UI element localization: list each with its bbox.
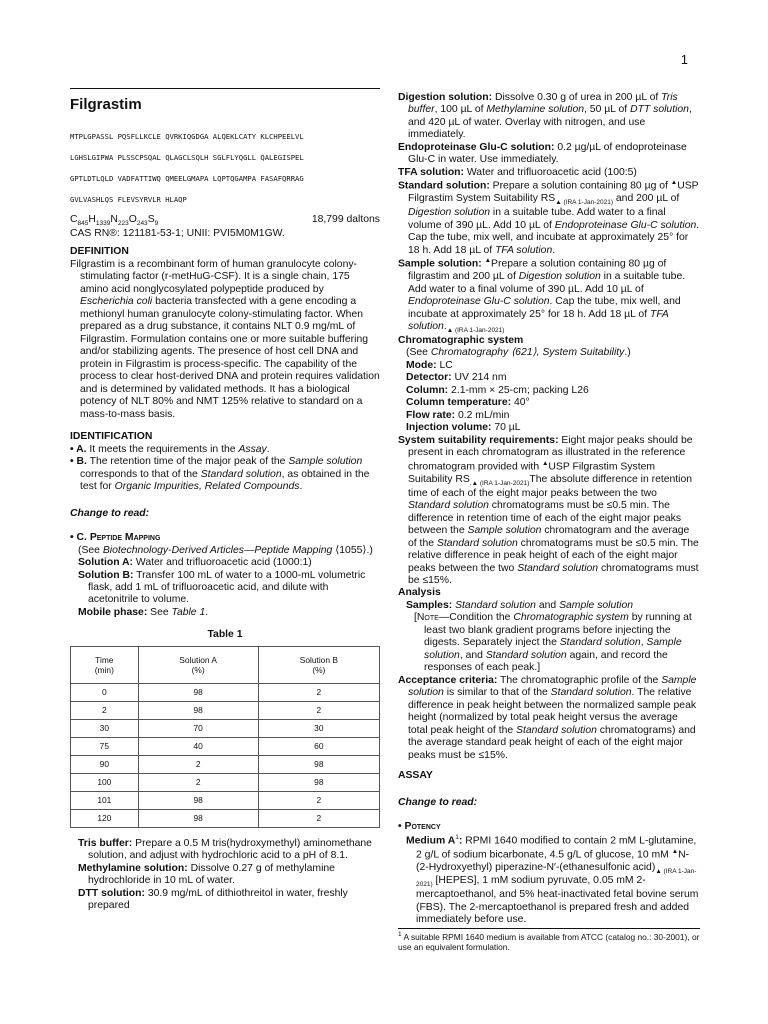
label: Column temperature: <box>406 397 512 409</box>
ref: TFA solution <box>408 308 669 333</box>
value: 40° <box>511 397 530 409</box>
text: . <box>299 481 303 493</box>
revision-mark: ▲ <box>541 459 549 467</box>
molecular-mass: 18,799 daltons <box>311 214 380 225</box>
label: Column: <box>406 384 449 396</box>
formula-text <box>70 214 158 228</box>
table-row <box>71 809 380 827</box>
label: Tris buffer: <box>78 837 133 849</box>
peptide-see <box>70 545 380 557</box>
table-cell: 2 <box>258 809 379 827</box>
column-temperature <box>398 397 700 409</box>
table-row <box>71 755 380 773</box>
footnote-text: A suitable RPMI 1640 medium is available from ATCC (catalog no.: 30-2001), or use an equivalent formulation. <box>398 931 700 952</box>
mobile-phase <box>70 607 380 619</box>
text: , 100 µL of <box>434 104 487 116</box>
text: N-(2-Hydroxyethyl) piperazine-N′-(ethanesulfonic acid) <box>416 849 690 873</box>
ref: Standard solution <box>436 537 518 549</box>
page-number: 1 <box>680 52 688 67</box>
header-line: (%) <box>312 664 326 675</box>
text: . Cap the tube, mix well, and incubate at approximately 25° for 18 h. Add 18 µL of <box>408 296 681 320</box>
label: TFA solution: <box>398 166 464 178</box>
right-column <box>398 92 700 927</box>
identification-heading: IDENTIFICATION <box>70 431 153 443</box>
text: corresponds to that of the <box>80 468 201 480</box>
revision-mark: ▲ <box>671 847 679 855</box>
chapter: ⟨1055⟩.) <box>335 544 373 556</box>
ref: Sample solution <box>408 674 697 699</box>
ref: TFA solution <box>495 244 553 256</box>
ref: Standard solution <box>516 724 597 736</box>
table-cell: 2 <box>258 683 379 701</box>
ref: Digestion solution <box>518 271 601 283</box>
table-cell: 98 <box>138 791 258 809</box>
text: chromatograms must be ≤0.5 min. The difference in retention time of each of the eight major peaks between the <box>408 500 682 537</box>
text: . The relative difference in peak height between the normalized sample peak height (normalized by total peak height versus the average total peak height of the <box>408 687 697 736</box>
text: again, and record the responses of each peak.] <box>424 649 668 674</box>
chromatography-see <box>398 347 700 359</box>
analysis-note <box>398 612 700 674</box>
ref: Standard solution <box>485 649 567 661</box>
label: Solution A: <box>78 557 134 569</box>
bullet: • B. <box>70 456 87 468</box>
label: Solution B: <box>78 569 134 581</box>
header-line: (%) <box>191 664 205 675</box>
text: Dissolve 0.27 g of methylamine hydrochloride in 10 mL of water. <box>88 862 335 887</box>
text: [HEPES], 1 mM sodium pyruvate, 0.05 mM 2-mercaptoethanol, and 5% heat-inactivated fetal bovine serum (FBS). The 2-mercaptoethanol is prepared fresh and added immediately before use. <box>416 875 699 926</box>
bullet: • <box>398 821 405 833</box>
label: System suitability requirements: <box>398 434 559 446</box>
ref: Assay <box>238 443 267 455</box>
definition-part: Filgrastim is a recombinant form of human granulocyte colony-stimulating factor (r-metHuG-CSF). It is a single chain, 175 amino acid nonglycosylated polypeptide produced by <box>70 258 358 295</box>
solution-b <box>70 570 380 607</box>
assay-heading: ASSAY <box>398 770 433 782</box>
ref: Endoproteinase Glu-C solution <box>408 296 550 308</box>
element-h: H <box>88 214 96 225</box>
change-to-read-label: Change to read: <box>398 796 478 808</box>
footnote-ref: 1 <box>455 833 459 841</box>
molecular-formula <box>70 214 380 228</box>
samples <box>398 600 700 612</box>
tfa-solution <box>398 167 700 179</box>
table-caption: Table 1 <box>207 629 243 641</box>
text: .) <box>624 347 631 359</box>
sequence-line: GVLVASHLQS FLEVSYRVLR HLAQP <box>70 195 187 204</box>
ref: Standard solution <box>550 687 632 699</box>
endoproteinase-solution <box>398 142 700 167</box>
ref: Standard solution <box>517 562 599 574</box>
ref: Chromatography ⟨621⟩, System Suitability <box>430 347 625 359</box>
text: 0.2 µg/µL of endoproteinase Glu-C in water. Use immediately. <box>408 141 687 166</box>
solution-a <box>70 557 380 569</box>
acceptance-criteria <box>398 675 700 762</box>
text: . <box>266 443 270 455</box>
cas-number: CAS RN®: 121181-53-1; UNII: PVI5M0M1GW. <box>70 227 285 239</box>
identification-b <box>70 456 380 493</box>
ref: Tris buffer <box>408 92 678 116</box>
text: and <box>535 599 560 611</box>
text: It meets the requirements in the <box>86 443 239 455</box>
revision-mark: ▲ <box>670 179 678 187</box>
footnote-number: 1 <box>398 931 402 938</box>
column-header <box>258 646 379 683</box>
ref: Standard solution <box>559 637 641 649</box>
table-row <box>71 773 380 791</box>
text: chromatograms must be ≤0.5 min. The relative difference in peak height of each of the eight major peaks between the two <box>408 537 699 574</box>
text: chromatogram and the average of the <box>408 525 690 549</box>
text: in a suitable tube. Add water to a final volume of 390 µL. Add 10 µL of <box>408 271 686 295</box>
sequence-line: MTPLGPASSL PQSFLLKCLE QVRKIQGDGA ALQEKLCATY KLCHPEELVL <box>70 132 304 141</box>
text: Prepare a solution containing 80 µg of <box>489 180 671 192</box>
text: L <box>639 835 645 847</box>
potency-heading <box>398 821 700 833</box>
label: Flow rate: <box>406 409 456 421</box>
detector <box>398 372 700 384</box>
label: Digestion solution: <box>398 92 493 103</box>
ref: Endoproteinase Glu-C solution <box>554 219 697 231</box>
label: Mode: <box>406 359 437 371</box>
label: Acceptance criteria: <box>398 674 498 686</box>
table-cell: 101 <box>71 791 139 809</box>
table-cell: 30 <box>258 719 379 737</box>
label: Samples: <box>406 599 453 611</box>
sample-solution <box>398 257 700 335</box>
column-header <box>71 646 139 683</box>
medium-a <box>398 834 700 927</box>
label: Sample solution: <box>398 258 482 270</box>
text: , 50 µL of <box>584 104 631 116</box>
ira-note: ▲ (IRA 1-Jan-2021) <box>416 867 697 889</box>
text: The retention time of the major peak of the <box>86 456 289 468</box>
organism-name: Escherichia coli <box>80 296 153 308</box>
text: is similar to that of the <box>443 687 551 699</box>
standard-solution <box>398 179 700 257</box>
ref: Methylamine solution <box>486 104 585 116</box>
ref: Sample solution <box>559 599 634 611</box>
dtt-solution <box>70 888 380 913</box>
text: chromatograms must be ≤15%. <box>408 562 699 586</box>
ira-note: ▲ (IRA 1-Jan-2021) <box>555 199 613 207</box>
header-line: Time <box>95 654 114 665</box>
gradient-table <box>70 646 380 828</box>
text: , and <box>459 649 486 661</box>
heading-text: Peptide Mapping <box>89 532 161 544</box>
text: RPMI 1640 modified to contain 2 mM <box>462 835 640 847</box>
text: by running at least two blank gradient programs before injecting the digests. Separately inject the <box>424 612 692 649</box>
heading-text: Potency <box>404 821 441 833</box>
text: in a suitable tube. Add water to a final volume of 390 µL. Add 10 µL of <box>408 207 666 231</box>
header-line: Solution A <box>179 654 217 665</box>
injection-volume <box>398 422 700 434</box>
sequence-line: LGHSLGIPWA PLSSCPSQAL QLAGCLSQLH SGLFLYQGLL QALEGISPEL <box>70 153 304 162</box>
table-header-row <box>71 646 380 683</box>
definition-part: bacteria transfected with a gene encoding a methionyl human granulocyte colony-stimulating factor. When prepared as a drug substance, it contains NLT 0.9 mg/mL of Filgrastim. Formulation contains one or more suitable buffering and/or stabilizing agents. The presence of host cell DNA and protein in Filgrastim is process-specific. The capability of the process to clear host-derived DNA and protein requires validation and is determined by validated methods. It has a biological potency of NLT 80% and NMT 125% relative to standard on a mass-to-mass basis. <box>80 296 380 420</box>
analysis-heading: Analysis <box>398 587 441 599</box>
text: Transfer 100 mL of water to a 1000-mL volumetric flask, add 1 mL of trifluoroacetic acid, and dilute with acetonitrile to volume. <box>88 569 366 606</box>
label: DTT solution: <box>78 887 145 899</box>
count-s: 9 <box>154 220 159 228</box>
table-cell: 2 <box>258 791 379 809</box>
text: [ <box>414 612 417 624</box>
bullet: • C. <box>70 532 90 544</box>
text: Dissolve 0.30 g of urea in 200 µL of <box>492 92 662 103</box>
label: Standard solution: <box>398 180 490 192</box>
text: Water and trifluoroacetic acid (100:5) <box>464 166 637 178</box>
label: Mobile phase: <box>78 606 148 618</box>
value: 70 µL <box>491 422 521 434</box>
identification-a <box>70 444 380 456</box>
column-header <box>138 646 258 683</box>
sequence-line: GPTLDTLQLD VADFATTIWQ QMEELGMAPA LQPTQGAMPA FASAFQRRAG <box>70 174 304 183</box>
table-row <box>71 683 380 701</box>
text: (See <box>406 347 431 359</box>
ref: Sample solution <box>424 637 682 661</box>
table-cell: 98 <box>138 701 258 719</box>
title-rule <box>70 88 380 89</box>
element-c: C <box>70 214 78 225</box>
change-to-read-label: Change to read: <box>70 507 150 519</box>
text: . <box>552 244 556 256</box>
table-cell: 2 <box>258 701 379 719</box>
count-n: 223 <box>117 220 129 228</box>
table-cell: 40 <box>138 737 258 755</box>
table-row <box>71 701 380 719</box>
table-cell: 0 <box>71 683 139 701</box>
label: Injection volume: <box>406 422 492 434</box>
ref: Standard solution <box>455 599 536 611</box>
value: UV 214 nm <box>451 372 507 384</box>
monograph-title: Filgrastim <box>70 96 142 113</box>
table-cell: 98 <box>258 773 379 791</box>
text: . <box>205 606 209 618</box>
digestion-solution <box>398 92 700 142</box>
ref: Standard solution <box>408 500 489 512</box>
table-cell: 90 <box>71 755 139 773</box>
table-cell: 75 <box>71 737 139 755</box>
note-word: Note <box>416 612 439 624</box>
text: (See <box>78 544 103 556</box>
text: , <box>640 637 647 649</box>
definition-heading: DEFINITION <box>70 246 129 258</box>
element-s: S <box>147 214 155 225</box>
label: Medium A <box>406 835 456 847</box>
value: 2.1-mm × 25-cm; packing L26 <box>448 384 589 396</box>
table-cell: 60 <box>258 737 379 755</box>
text: USP Filgrastim System Suitability RS <box>408 180 699 205</box>
text: Eight major peaks should be present in each chromatogram as illustrated in the reference chromatogram provided with <box>408 434 693 473</box>
ira-note: ▲ (IRA 1-Jan-2021) <box>446 327 505 335</box>
value: LC <box>436 359 453 371</box>
mode <box>398 360 700 372</box>
left-column <box>70 90 380 913</box>
element-n: N <box>110 214 118 225</box>
table-row <box>71 737 380 755</box>
text: USP Filgrastim System Suitability RS <box>408 461 656 485</box>
system-suitability <box>398 435 700 588</box>
header-line: (min) <box>94 664 114 675</box>
text: and 200 µL of <box>613 193 680 205</box>
table-cell: 2 <box>138 773 258 791</box>
value: 0.2 mL/min <box>455 409 510 421</box>
element-o: O <box>128 214 137 225</box>
table-cell: 30 <box>71 719 139 737</box>
text: —Condition the <box>438 612 514 624</box>
column <box>398 385 700 397</box>
flow-rate <box>398 410 700 422</box>
text: The chromatographic profile of the <box>497 674 662 686</box>
chromatographic-system-heading: Chromatographic system <box>398 334 524 346</box>
text: , as obtained in the test for <box>80 468 370 493</box>
table-cell: 70 <box>138 719 258 737</box>
text: , and 420 µL of water. Overlay with nitrogen, and use immediately. <box>408 104 692 141</box>
table-row <box>71 719 380 737</box>
ref: Sample solution <box>288 456 363 468</box>
text: Water and trifluoroacetic acid (1000:1) <box>133 557 312 569</box>
header-line: Solution B <box>299 654 338 665</box>
ref: DTT solution <box>630 104 689 116</box>
table-cell: 98 <box>258 755 379 773</box>
text: . <box>443 321 447 333</box>
text: 30.9 mg/mL of dithiothreitol in water, freshly prepared <box>88 887 348 912</box>
peptide-mapping-heading <box>70 532 380 544</box>
text: The absolute difference in retention time of each of the eight major peaks between the two <box>408 473 693 499</box>
tris-buffer <box>70 838 380 863</box>
ref: Sample solution <box>467 525 542 537</box>
text: See <box>147 606 172 618</box>
ref: Digestion solution <box>408 207 491 219</box>
ref: Organic Impurities, Related Compounds <box>114 481 300 493</box>
table-cell: 98 <box>138 809 258 827</box>
methylamine-solution <box>70 863 380 888</box>
table-cell: 100 <box>71 773 139 791</box>
count-h: 1339 <box>95 220 111 228</box>
count-o: 243 <box>136 220 148 228</box>
ref: Biotechnology-Derived Articles—Peptide Mapping <box>102 544 333 556</box>
label: : <box>458 835 463 847</box>
text: Prepare a solution containing 80 µg of filgrastim and 200 µL of <box>408 258 667 283</box>
bullet: • A. <box>70 443 87 455</box>
ref: Chromatographic system <box>513 612 629 624</box>
definition-text <box>70 259 380 421</box>
table-cell: 2 <box>138 755 258 773</box>
text: Prepare a 0.5 M tris(hydroxymethyl) aminomethane solution, and adjust with hydrochloric acid to a pH of 8.1. <box>88 837 372 862</box>
footnote <box>398 928 700 952</box>
text: -glutamine, 2 g/L of sodium bicarbonate, 4.5 g/L of glucose, 10 mM <box>416 835 697 861</box>
ira-note: .▲ (IRA 1-Jan-2021) <box>469 479 530 487</box>
table-cell: 2 <box>71 701 139 719</box>
label: Methylamine solution: <box>78 862 188 874</box>
ref: Standard solution <box>200 468 282 480</box>
text: . Cap the tube, mix well, and incubate at approximately 25° for 18 h. Add 18 µL of <box>408 219 700 256</box>
ref: Table 1 <box>171 606 206 618</box>
table-cell: 120 <box>71 809 139 827</box>
label: Endoproteinase Glu-C solution: <box>398 141 555 153</box>
label: Detector: <box>406 372 452 384</box>
table-row <box>71 791 380 809</box>
text: chromatograms) and the average standard peak height of each of the eight major peaks must be ≤15%. <box>408 724 696 761</box>
revision-mark: ▲ <box>484 257 492 265</box>
count-c: 845 <box>77 220 89 228</box>
table-cell: 98 <box>138 683 258 701</box>
amino-acid-sequence <box>70 126 380 210</box>
